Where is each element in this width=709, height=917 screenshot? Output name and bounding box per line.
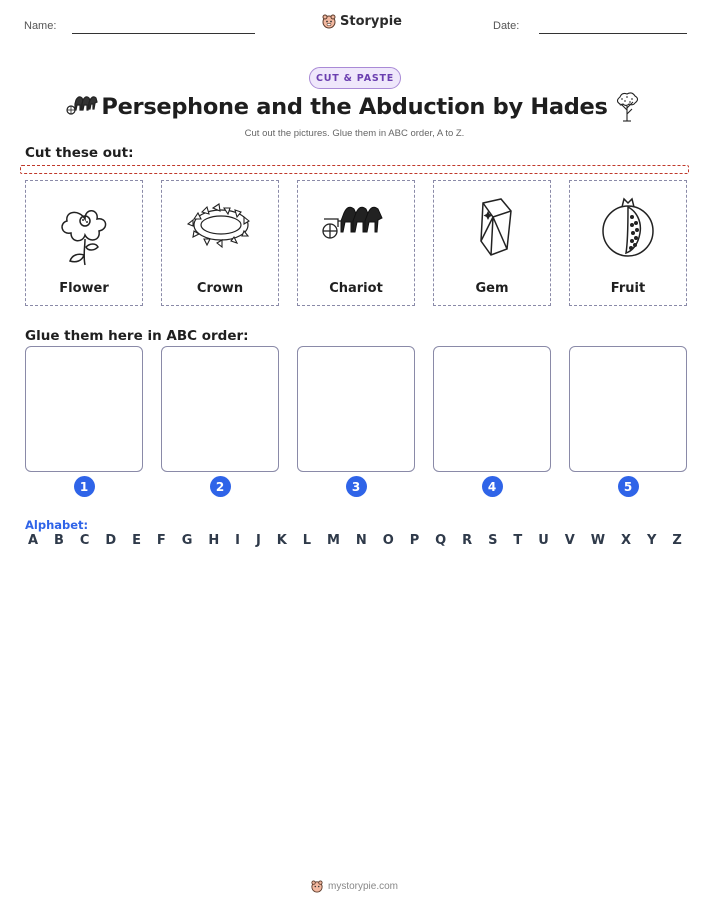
alphabet-letter: R [462, 533, 473, 548]
flower-icon [50, 189, 120, 267]
storypie-mascot-icon [322, 14, 336, 29]
alphabet-letter: G [181, 533, 193, 548]
instructions: Cut out the pictures. Glue them in ABC order, A to Z. [244, 128, 465, 139]
alphabet-letter: Q [435, 533, 447, 548]
order-number-badge: 1 [74, 476, 95, 497]
name-label: Name: [24, 20, 57, 32]
worksheet-header [24, 14, 687, 40]
alphabet-letter: F [156, 533, 166, 548]
date-line [539, 33, 687, 34]
alphabet-letter: X [621, 533, 632, 548]
gem-icon [458, 189, 528, 267]
footer [0, 880, 709, 893]
cut-card-label: Fruit [610, 281, 646, 296]
alphabet-letter: E [132, 533, 141, 548]
cut-card-label: Flower [59, 281, 109, 296]
cut-card-fruit[interactable] [569, 180, 687, 306]
glue-box-2[interactable] [161, 346, 279, 472]
activity-type-badge: CUT & PASTE [309, 67, 401, 89]
cut-section-label: Cut these out: [25, 145, 134, 161]
glue-box-4[interactable] [433, 346, 551, 472]
brand-logo [322, 14, 402, 29]
alphabet-letter: S [488, 533, 498, 548]
date-label: Date: [493, 20, 520, 32]
chariot-icon [322, 189, 392, 267]
alphabet-label: Alphabet: [25, 518, 89, 532]
brand-name: Storypie [340, 14, 402, 29]
cut-card-label: Crown [196, 281, 244, 296]
alphabet-letter: P [409, 533, 420, 548]
cut-card-label: Chariot [329, 281, 383, 296]
storypie-mascot-icon [311, 880, 323, 893]
order-number-badge: 3 [346, 476, 367, 497]
glue-box-3[interactable] [297, 346, 415, 472]
order-number-badge: 4 [482, 476, 503, 497]
alphabet-letter: Y [646, 533, 657, 548]
laurel-crown-icon [186, 189, 256, 267]
alphabet-letter: L [302, 533, 312, 548]
cut-card-flower[interactable] [25, 180, 143, 306]
alphabet-letter: U [538, 533, 549, 548]
alphabet-letter: M [326, 533, 340, 548]
tree-icon [614, 92, 640, 122]
footer-site[interactable]: mystorypie.com [327, 881, 398, 892]
alphabet-letter: K [276, 533, 287, 548]
worksheet-title: Persephone and the Abduction by Hades [101, 94, 608, 120]
cut-card-chariot[interactable] [297, 180, 415, 306]
alphabet-letter: B [54, 533, 64, 548]
alphabet-letter: Z [672, 533, 682, 548]
glue-box-1[interactable] [25, 346, 143, 472]
alphabet-letter: A [28, 533, 39, 548]
order-numbers-row [25, 476, 687, 497]
name-line [72, 33, 255, 34]
alphabet-letter: J [255, 533, 261, 548]
alphabet-letter: C [79, 533, 90, 548]
alphabet-row [28, 533, 682, 548]
alphabet-letter: I [235, 533, 241, 548]
alphabet-letter: T [513, 533, 523, 548]
order-number-badge: 2 [210, 476, 231, 497]
alphabet-letter: V [564, 533, 575, 548]
pomegranate-icon [594, 189, 664, 267]
glue-section-label: Glue them here in ABC order: [25, 328, 249, 344]
alphabet-letter: W [590, 533, 606, 548]
alphabet-letter: O [382, 533, 394, 548]
glue-box-5[interactable] [569, 346, 687, 472]
glue-boxes-row [25, 346, 687, 472]
alphabet-letter: D [105, 533, 117, 548]
alphabet-letter: H [208, 533, 220, 548]
order-number-badge: 5 [618, 476, 639, 497]
cut-card-crown[interactable] [161, 180, 279, 306]
cut-card-gem[interactable] [433, 180, 551, 306]
cut-line [20, 165, 689, 174]
alphabet-letter: N [355, 533, 367, 548]
cut-card-label: Gem [475, 281, 509, 296]
cut-cards-row [25, 180, 687, 306]
